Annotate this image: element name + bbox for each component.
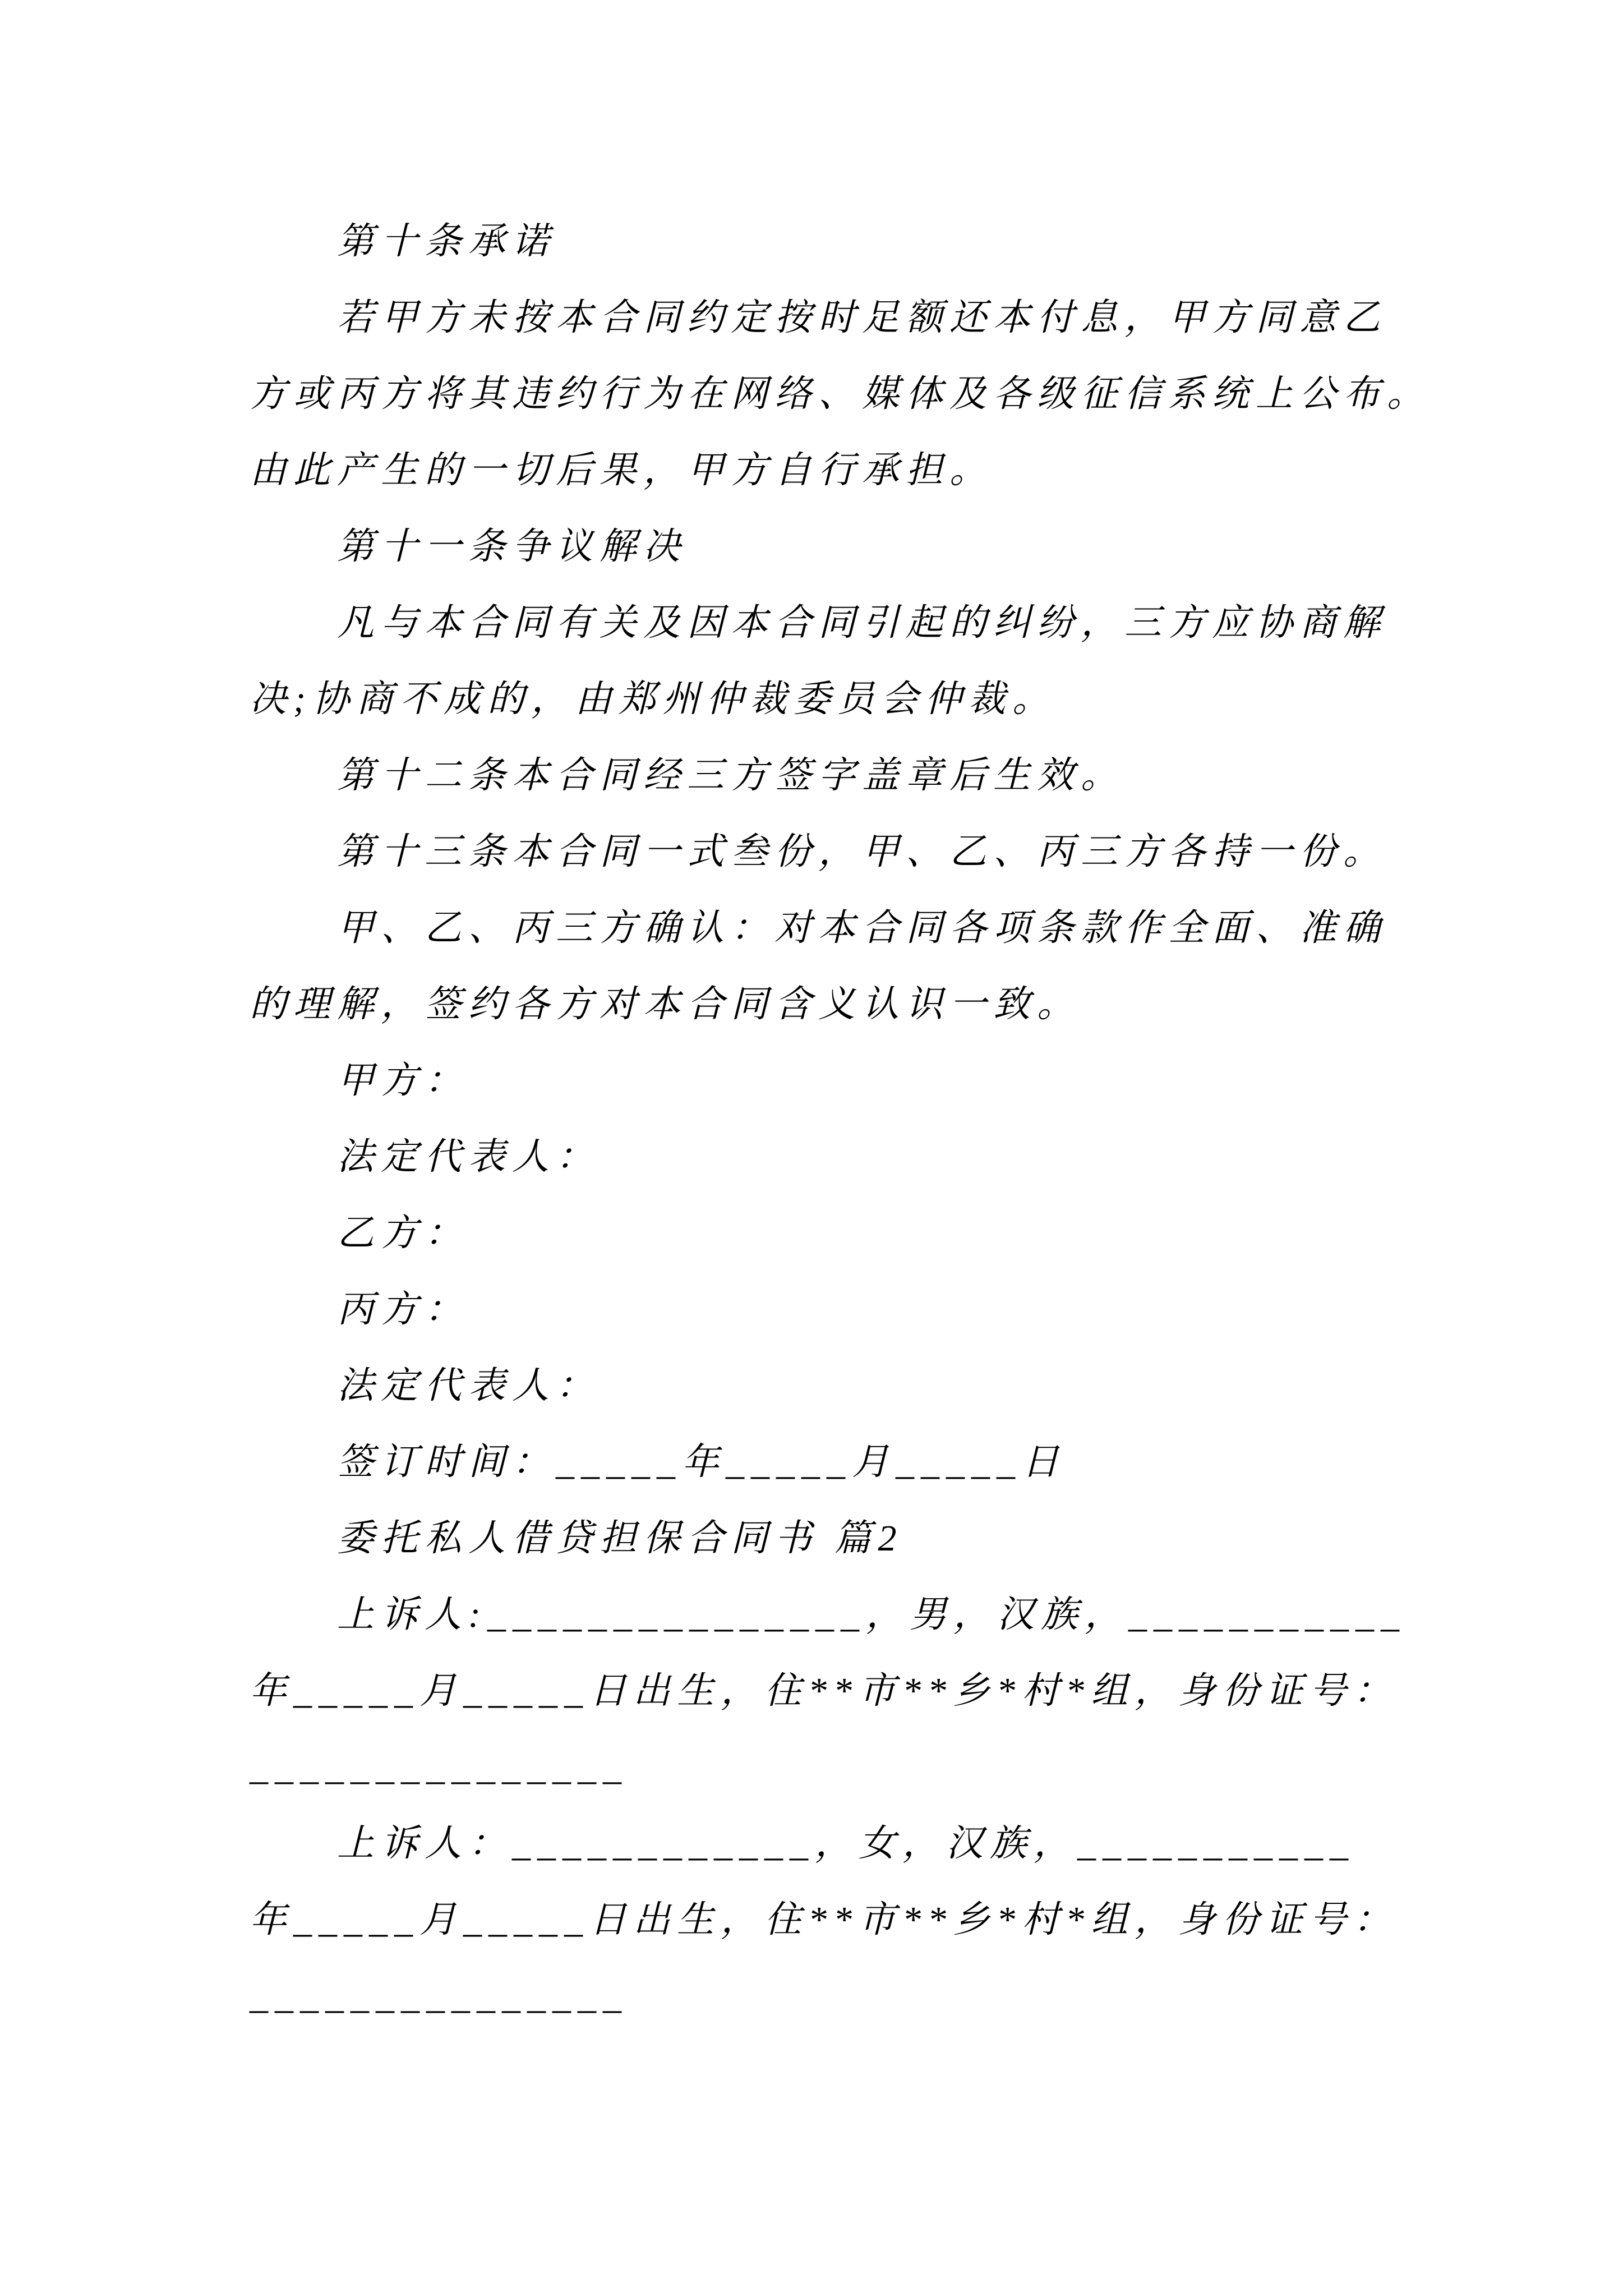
text-line-22: 上诉人：____________，女，汉族，___________ [337,1823,1355,1864]
fill-in-blank-line: _______________ [250,1976,628,2017]
text-line-10: 甲、乙、丙三方确认：对本合同各项条款作全面、准确 [337,908,1387,949]
text-line-12: 甲方： [337,1060,468,1101]
text-line-6: 凡与本合同有关及因本合同引起的纠纷，三方应协商解 [337,602,1387,643]
text-line-14: 乙方： [337,1213,468,1254]
text-line-23: 年_____月_____日出生，住**市**乡*村*组，身份证号： [250,1899,1397,1940]
text-line-15: 丙方： [337,1289,468,1330]
text-line-13: 法定代表人： [337,1137,600,1177]
text-line-3: 方或丙方将其违约行为在网络、媒体及各级征信系统上公布。 [250,374,1431,415]
text-line-2: 若甲方未按本合同约定按时足额还本付息，甲方同意乙 [337,297,1387,338]
text-line-1: 第十条承诺 [337,221,556,262]
text-line-11: 的理解，签约各方对本合同含义认识一致。 [250,984,1081,1025]
document-body [0,204,1623,2035]
text-line-19: 上诉人:_______________，男，汉族，___________ [337,1594,1406,1635]
text-line-8: 第十二条本合同经三方签字盖章后生效。 [337,755,1124,796]
text-line-16: 法定代表人： [337,1365,600,1406]
text-line-7: 决;协商不成的，由郑州仲裁委员会仲裁。 [250,679,1056,720]
text-line-20: 年_____月_____日出生，住**市**乡*村*组，身份证号： [250,1671,1397,1711]
fill-in-blank-line: _______________ [250,1747,628,1788]
text-line-18: 委托私人借贷担保合同书 篇2 [337,1518,903,1559]
text-line-5: 第十一条争议解决 [337,526,687,567]
text-line-9: 第十三条本合同一式叁份，甲、乙、丙三方各持一份。 [337,831,1387,872]
text-line-4: 由此产生的一切后果，甲方自行承担。 [250,450,993,491]
text-line-17: 签订时间：_____年_____月_____日 [337,1442,1066,1483]
